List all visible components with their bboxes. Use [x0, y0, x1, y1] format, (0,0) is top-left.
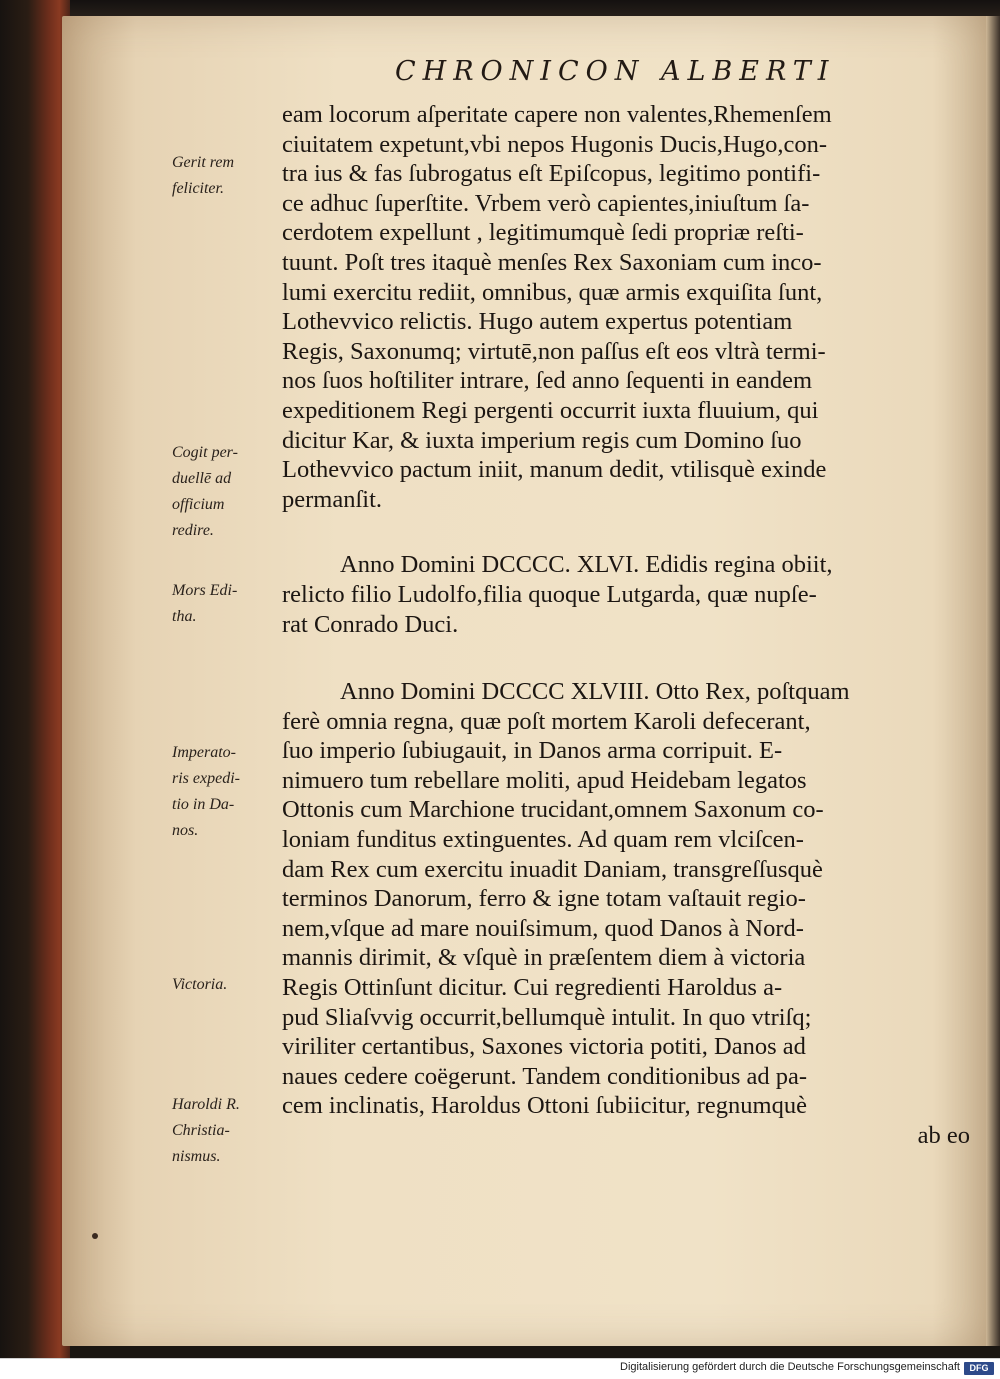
- text-line: nos ſuos hoſtiliter intrare, ſed anno ſequenti in eandem: [282, 367, 813, 395]
- footer-bar: [0, 1358, 1000, 1379]
- marginal-line: nismus.: [172, 1148, 221, 1165]
- running-head: CHRONICON ALBERTI: [395, 56, 836, 87]
- footer-credit: Digitalisierung gefördert durch die Deutsche Forschungsgemeinschaft: [620, 1361, 960, 1373]
- text-line: ferè omnia regna, quæ poſt mortem Karoli defecerant,: [282, 707, 811, 735]
- page-right-edge: [986, 16, 1000, 1346]
- marginal-line: Gerit rem: [172, 154, 235, 171]
- text-line: terminos Danorum, ferro & igne totam vaſtauit regio-: [282, 885, 806, 913]
- text-line: nimuero tum rebellare moliti, apud Heidebam legatos: [282, 766, 807, 794]
- marginal-line: ris expedi-: [172, 770, 240, 787]
- ink-spot: [92, 1233, 98, 1239]
- marginal-line: officium: [172, 496, 225, 513]
- marginal-note-cogit: [172, 440, 280, 544]
- book-spine-edge: [0, 0, 70, 1358]
- marginal-line: Cogit per-: [172, 444, 238, 461]
- text-line: naues cedere coëgerunt. Tandem conditionibus ad pa-: [282, 1062, 808, 1090]
- marginal-line: feliciter.: [172, 180, 224, 197]
- marginal-note-victoria: [172, 972, 280, 998]
- text-line: relicto filio Ludolfo,filia quoque Lutgarda, quæ nupſe-: [282, 580, 817, 608]
- paragraph: [282, 677, 972, 1121]
- main-text: [282, 100, 972, 1151]
- text-line: dam Rex cum exercitu inuadit Daniam, transgreſſusquè: [282, 855, 823, 883]
- text-line: rat Conrado Duci.: [282, 610, 459, 638]
- paragraph-gap: [282, 514, 972, 550]
- text-line: ciuitatem expetunt,vbi nepos Hugonis Ducis,Hugo,con-: [282, 130, 828, 158]
- marginal-line: tha.: [172, 608, 197, 625]
- marginal-line: Haroldi R.: [172, 1096, 240, 1113]
- text-line: Anno Domini DCCCC XLVIII. Otto Rex, poſtquam: [340, 678, 850, 706]
- text-line: pud Sliaſvvig occurrit,bellumquè intulit. In quo vtriſq;: [282, 1003, 812, 1031]
- text-line: Ottonis cum Marchione trucidant,omnem Saxonum co-: [282, 796, 824, 824]
- marginal-note-imperatoris: [172, 740, 280, 844]
- paragraph-gap: [282, 639, 972, 677]
- marginal-line: nos.: [172, 822, 199, 839]
- text-line: permanſit.: [282, 485, 383, 513]
- marginal-line: duellē ad: [172, 470, 232, 487]
- text-line: tuunt. Poſt tres itaquè menſes Rex Saxoniam cum inco-: [282, 248, 822, 276]
- text-line: ſuo imperio ſubiugauit, in Danos arma corripuit. E-: [282, 737, 783, 765]
- text-line: lumi exercitu rediit, omnibus, quæ armis exquiſita ſunt,: [282, 278, 823, 306]
- marginal-line: redire.: [172, 522, 214, 539]
- marginal-line: Victoria.: [172, 976, 228, 993]
- catchword: ab eo: [917, 1122, 970, 1149]
- text-line: viriliter certantibus, Saxones victoria potiti, Danos ad: [282, 1033, 806, 1061]
- text-line: Anno Domini DCCCC. XLVI. Edidis regina obiit,: [340, 551, 833, 579]
- paragraph: [282, 550, 972, 639]
- text-line: Lothevvico pactum iniit, manum dedit, vtilisquè exinde: [282, 456, 827, 484]
- paragraph: [282, 100, 972, 514]
- marginal-line: Mors Edi-: [172, 582, 238, 599]
- dfg-logo: DFG: [964, 1362, 994, 1375]
- text-line: tra ius & fas ſubrogatus eſt Epiſcopus, legitimo pontifi-: [282, 160, 821, 188]
- marginal-note-mors: [172, 578, 280, 630]
- marginal-line: Imperato-: [172, 744, 236, 761]
- text-line: dicitur Kar, & iuxta imperium regis cum Domino ſuo: [282, 426, 802, 454]
- marginal-note-haroldi: [172, 1092, 280, 1170]
- text-line: ce adhuc ſuperſtite. Vrbem verò capientes,iniuſtum ſa-: [282, 189, 810, 217]
- marginal-line: Christia-: [172, 1122, 230, 1139]
- text-line: Regis, Saxonumq; virtutē,non paſſus eſt eos vltrà termi-: [282, 337, 826, 365]
- text-line: cem inclinatis, Haroldus Ottoni ſubiicitur, regnumquè: [282, 1092, 807, 1120]
- marginal-note-gerit: [172, 150, 280, 202]
- text-line: expeditionem Regi pergenti occurrit iuxta fluuium, qui: [282, 396, 819, 424]
- marginal-line: tio in Da-: [172, 796, 235, 813]
- text-line: Regis Ottinſunt dicitur. Cui regredienti Haroldus a-: [282, 974, 783, 1002]
- text-line: Lothevvico relictis. Hugo autem expertus potentiam: [282, 308, 793, 336]
- text-line: eam locorum aſperitate capere non valentes,Rhemenſem: [282, 101, 832, 128]
- text-line: nem,vſque ad mare nouiſsimum, quod Danos à Nord-: [282, 914, 804, 942]
- text-line: cerdotem expellunt , legitimumquè ſedi propriæ reſti-: [282, 219, 804, 247]
- text-line: mannis dirimit, & vſquè in præſentem diem à victoria: [282, 944, 806, 972]
- text-line: loniam funditus extinguentes. Ad quam rem vlciſcen-: [282, 826, 804, 854]
